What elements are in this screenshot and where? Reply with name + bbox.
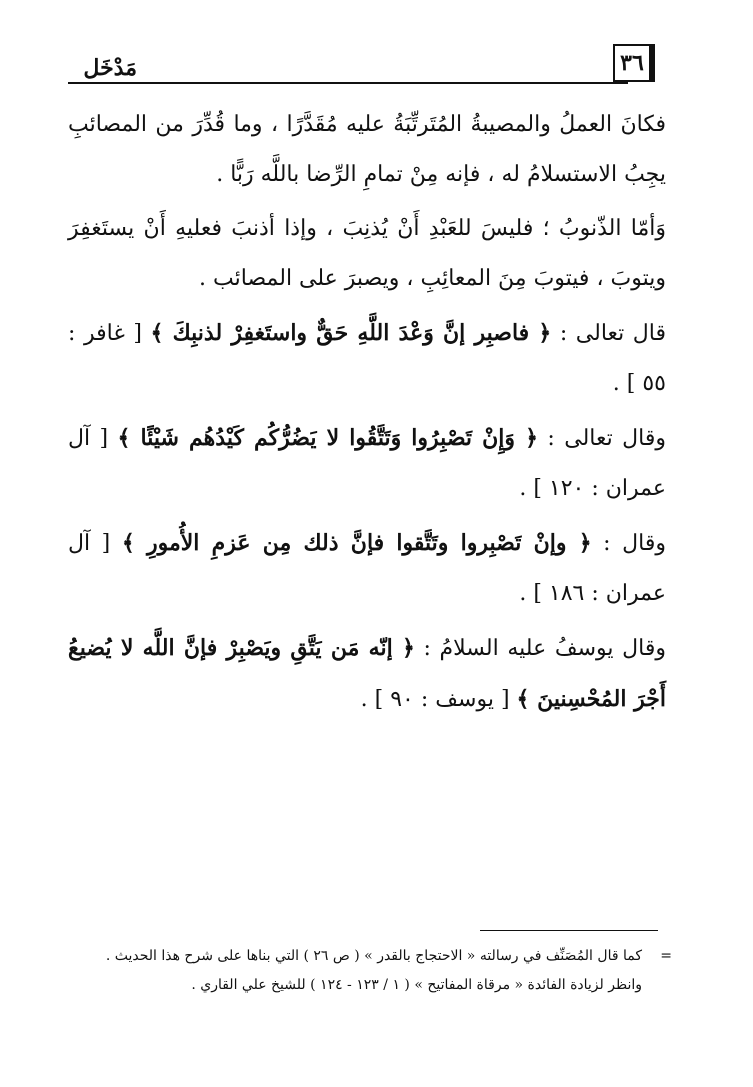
quote-open-bracket: ﴿	[402, 635, 415, 661]
quote-close-bracket: ﴾	[150, 320, 164, 346]
quote-close-bracket: ﴾	[516, 686, 530, 712]
verse-reference: [ يوسف : ٩٠ ] .	[360, 687, 517, 712]
quote-intro: قال تعالى :	[551, 321, 667, 346]
quote-intro: وقال يوسفُ عليه السلامُ :	[414, 636, 666, 661]
verse-reference: [ غافر : ٥٥ ] .	[68, 321, 666, 396]
quran-verse: فاصبِر إنَّ وَعْدَ اللَّهِ حَقٌّ واستَغفِرْ لذنبِكَ	[163, 320, 539, 346]
quran-verse: وَإِنْ تَصْبِرُوا وَتَتَّقُوا لا يَضُرُّكُم كَيْدُهُم شَيْئًا	[130, 425, 526, 451]
quote-open-bracket: ﴿	[578, 530, 592, 556]
quote-paragraph-2	[68, 413, 666, 514]
quote-open-bracket: ﴿	[538, 320, 552, 346]
quran-verse: إنّه مَن يَتَّقِ ويَصْبِرْ فإنَّ اللَّه لا يُضيعُ أَجْرَ المُحْسِنينَ	[68, 635, 666, 712]
paragraph-2: وَأمّا الذّنوبُ ؛ فليسَ للعَبْدِ أَنْ يُذنِبَ ، وإذا أذنبَ فعليهِ أَنْ يستَغفِرَ ويتوبَ ، فيتوبَ مِنَ المعائِبِ ، ويصبرَ على المصائب .	[68, 216, 666, 291]
quote-paragraph-4	[68, 623, 666, 725]
footnote-line-2: وانظر لزيادة الفائدة « مرقاة المفاتيح » ( ١ / ١٢٣ - ١٢٤ ) للشيخ علي القاري .	[191, 977, 642, 993]
paragraph-1: فكانَ العملُ والمصيبةُ المُتَرتِّبَةُ عليه مُقَدَّرًا ، وما قُدِّرَ من المصائبِ يجِبُ الاستسلامُ له ، فإنه مِنْ تمامِ الرِّضا باللَّه رَبًّا .	[68, 112, 666, 187]
header-rule	[68, 82, 628, 84]
running-header: مَدْخَل	[83, 55, 137, 81]
quote-intro: وقال :	[591, 531, 666, 556]
quote-intro: وقال تعالى :	[538, 426, 667, 451]
footnote-line-1: كما قال المُصَنِّف في رسالته « الاحتجاج بالقدر » ( ص ٢٦ ) التي بناها على شرح هذا الحديث .	[105, 948, 642, 964]
quran-verse: وإنْ تَصْبِروا وتَتَّقوا فإنَّ ذلك مِن عَزمِ الأُمورِ	[134, 530, 579, 556]
quote-paragraph-3	[68, 518, 666, 619]
footnote-rule	[480, 930, 658, 931]
verse-reference: [ آل عمران : ١٨٦ ] .	[68, 531, 666, 606]
footnote-continuation-marker: =	[660, 948, 672, 964]
quote-open-bracket: ﴿	[525, 425, 538, 451]
main-text	[68, 100, 666, 729]
verse-reference: [ آل عمران : ١٢٠ ] .	[68, 426, 666, 501]
quote-close-bracket: ﴾	[121, 530, 135, 556]
quote-paragraph-1	[68, 308, 666, 409]
quote-close-bracket: ﴾	[117, 425, 131, 451]
footnotes	[80, 942, 672, 1000]
page-number: ٣٦	[613, 44, 655, 82]
